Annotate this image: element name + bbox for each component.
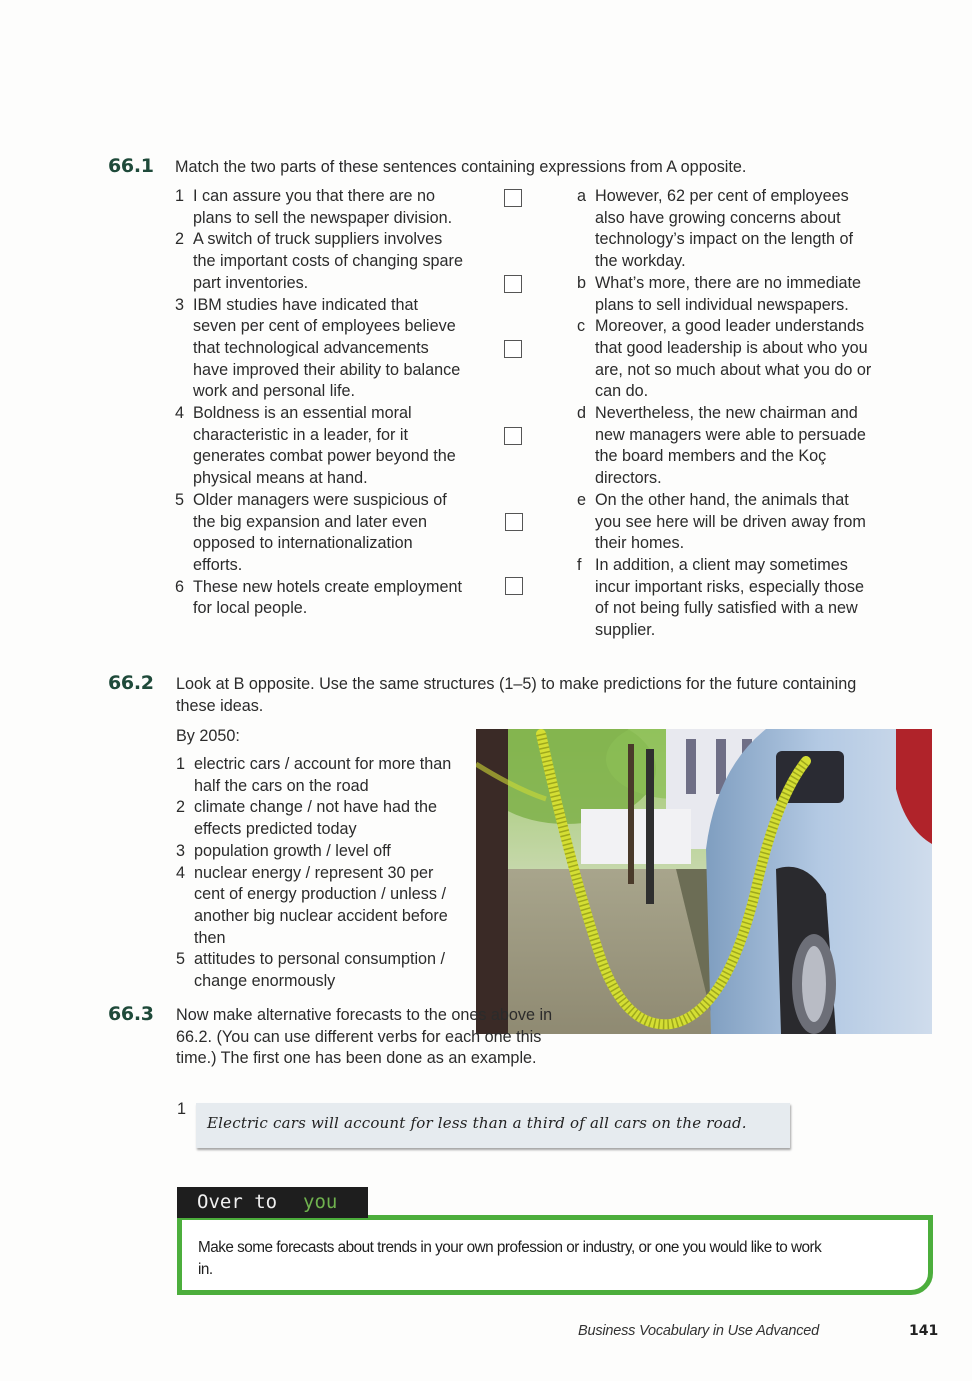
book-title: Business Vocabulary in Use Advanced <box>578 1323 819 1339</box>
answer-box-6[interactable] <box>505 577 523 595</box>
over-to-you-box <box>177 1215 933 1295</box>
answer-box-2[interactable] <box>504 275 522 293</box>
answer-box-4[interactable] <box>504 427 522 445</box>
exercise-number-66-3: 66.3 <box>108 1003 154 1025</box>
example-answer-text: Electric cars will account for less than a third of all cars on the road. <box>207 1114 747 1132</box>
right-item: c Moreover, a good leader understands that good leadership is about who you are, not so much about what you do or can do. <box>577 317 872 401</box>
right-item: b What’s more, there are no immediate plans to sell individual newspapers. <box>577 273 862 314</box>
over-to-you-title-part2: you <box>303 1191 338 1213</box>
example-answer-strip <box>196 1103 790 1148</box>
prediction-item: 1 electric cars / account for more than half the cars on the road <box>176 755 452 795</box>
exercise-66-2-lead: By 2050: <box>176 727 240 745</box>
left-item: 3 IBM studies have indicated that seven per cent of employees believe that technological advancements have improved their ability to balance work and personal life. <box>175 295 461 401</box>
over-to-you-tab <box>177 1187 368 1218</box>
answer-box-5[interactable] <box>505 513 523 531</box>
right-item: e On the other hand, the animals that you see here will be driven away from their homes. <box>577 490 866 553</box>
exercise-66-3-instruction-text: Now make alternative forecasts to the ones above in 66.2. (You can use different verbs for each one this time.) The first one has been done as an example. <box>176 1006 553 1068</box>
example-number: 1 <box>177 1100 187 1118</box>
exercise-66-2-instruction: Look at B opposite. Use the same structures (1–5) to make predictions for the future containing these ideas. <box>176 675 857 715</box>
prediction-item: 3 population growth / level off <box>176 841 391 860</box>
page-number: 141 <box>909 1323 939 1339</box>
over-to-you-title-part1: Over to <box>197 1191 278 1213</box>
exercise-66-3-instruction <box>176 1005 556 1070</box>
left-item: 1 I can assure you that there are no plans to sell the newspaper division. <box>175 187 453 227</box>
electric-car-charging-photo <box>476 729 932 1034</box>
exercise-66-1-instruction: Match the two parts of these sentences containing expressions from A opposite. <box>175 158 747 176</box>
over-to-you-text: Make some forecasts about trends in your own profession or industry, or one you would like to work in. <box>198 1239 822 1278</box>
answer-box-1[interactable] <box>504 189 522 207</box>
left-item: 5 Older managers were suspicious of the big expansion and later even opposed to internationalization efforts. <box>175 490 447 574</box>
left-item: 6 These new hotels create employment for local people. <box>175 577 463 618</box>
right-item: a However, 62 per cent of employees also have growing concerns about technology’s impact on the length of the workday. <box>577 187 853 271</box>
exercise-66-1-right-list <box>577 186 877 642</box>
left-item: 4 Boldness is an essential moral characteristic in a leader, for it generates combat power beyond the physical means at hand. <box>175 404 456 488</box>
right-item: d Nevertheless, the new chairman and new managers were able to persuade the board members and the Koç directors. <box>577 404 866 488</box>
answer-box-3[interactable] <box>504 340 522 358</box>
exercise-66-1-left-list <box>175 186 465 620</box>
exercise-number-66-2: 66.2 <box>108 672 154 694</box>
exercise-number-66-1: 66.1 <box>108 155 154 177</box>
left-item: 2 A switch of truck suppliers involves the important costs of changing spare part inventories. <box>175 230 463 292</box>
prediction-item: 2 climate change / not have had the effects predicted today <box>176 798 437 839</box>
prediction-item: 5 attitudes to personal consumption / change enormously <box>176 950 446 991</box>
exercise-66-2-list <box>176 754 464 993</box>
prediction-item: 4 nuclear energy / represent 30 per cent of energy production / unless / another big nuclear accident before then <box>176 863 448 947</box>
right-item: f In addition, a client may sometimes incur important risks, especially those of not being fully satisfied with a new supplier. <box>577 555 864 640</box>
